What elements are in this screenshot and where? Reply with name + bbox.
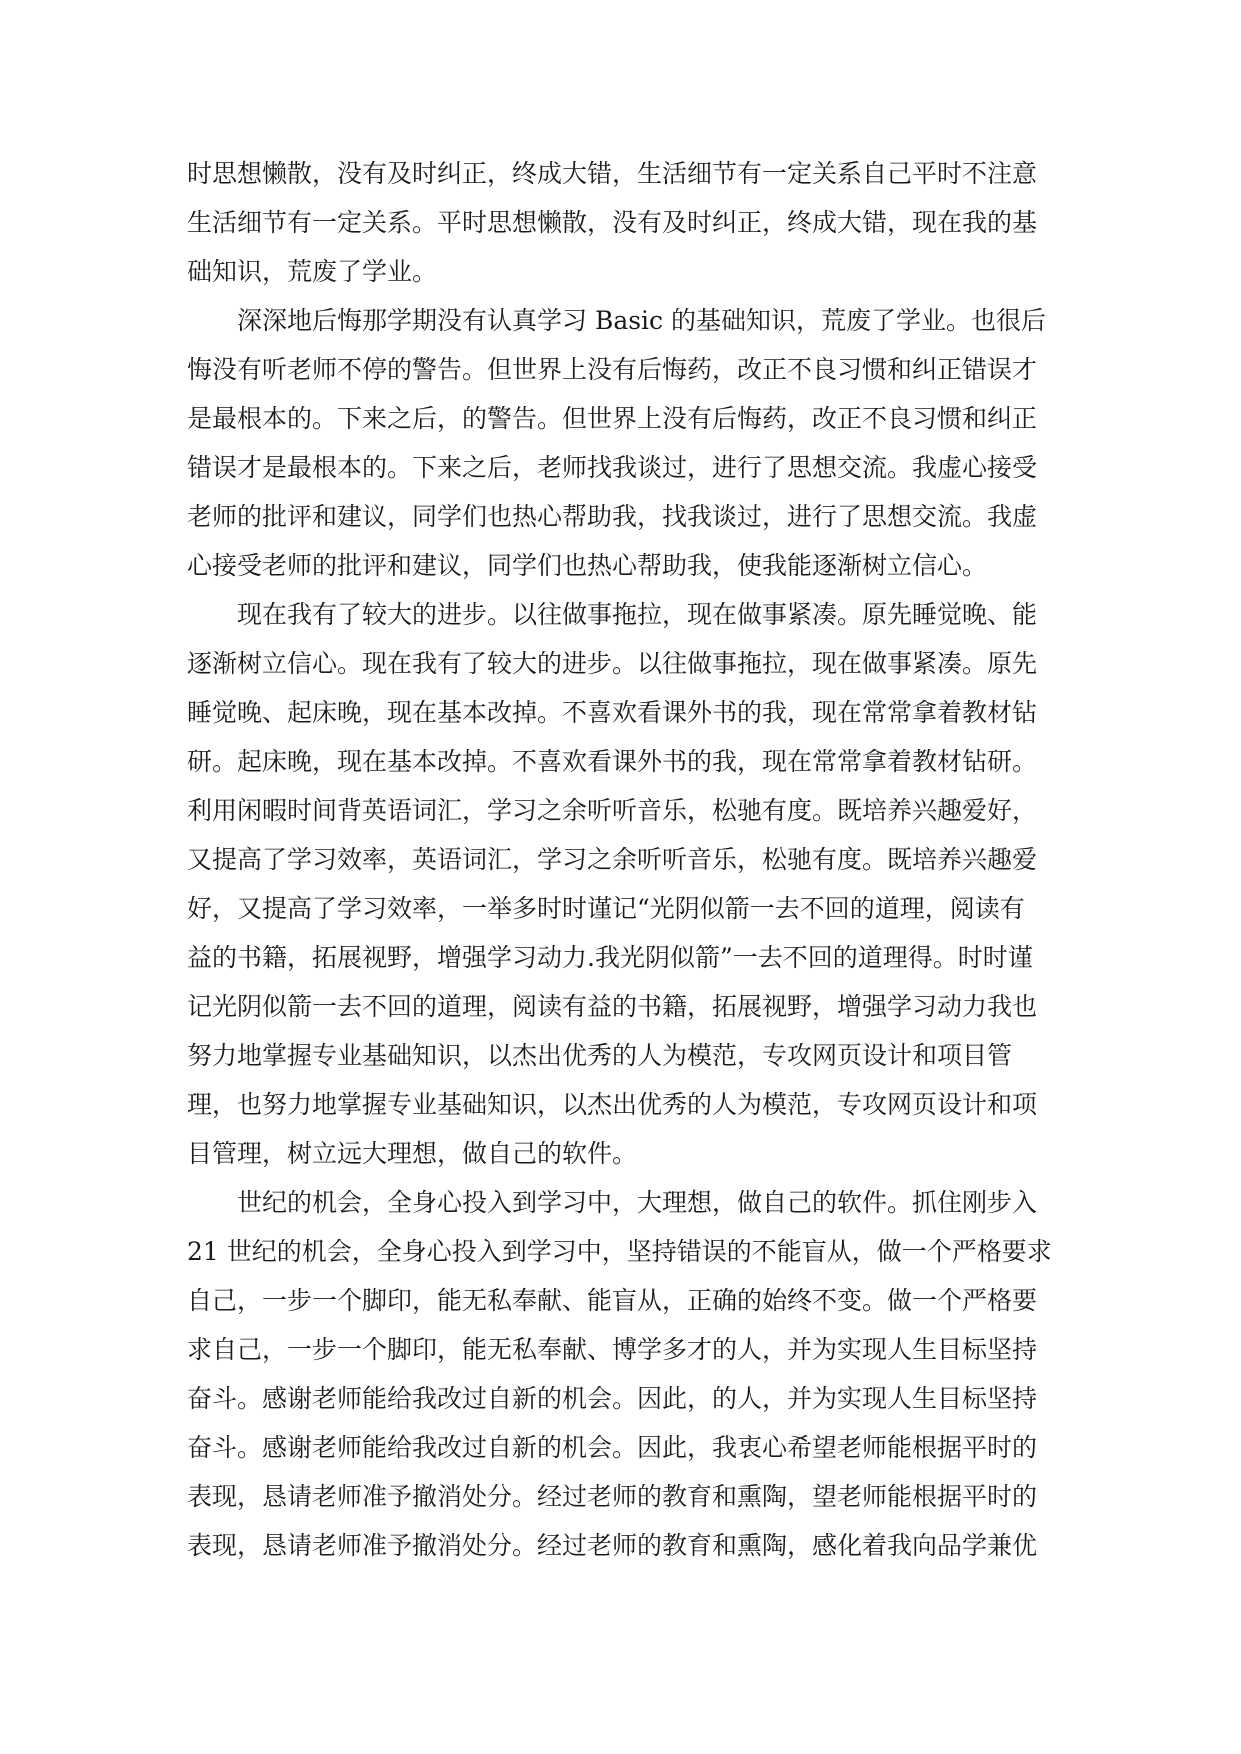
text-line: 自己，一步一个脚印，能无私奉献、能盲从，正确的始终不变。做一个严格要 [187, 1286, 1038, 1315]
text-line: 表现，恳请老师准予撤消处分。经过老师的教育和熏陶，望老师能根据平时的 [187, 1482, 1038, 1511]
text-line: 础知识，荒废了学业。 [187, 257, 438, 286]
text-line: 21 世纪的机会，全身心投入到学习中，坚持错误的不能盲从，做一个严格要求 [187, 1237, 1052, 1266]
text-line: 益的书籍，拓展视野，增强学习动力.我光阴似箭”一去不回的道理得。时时谨 [187, 943, 1033, 972]
text-line: 错误才是最根本的。下来之后，老师找我谈过，进行了思想交流。我虚心接受 [187, 453, 1038, 482]
text-line: 悔没有听老师不停的警告。但世界上没有后悔药，改正不良习惯和纠正错误才 [187, 355, 1038, 384]
text-line: 逐渐树立信心。现在我有了较大的进步。以往做事拖拉，现在做事紧凑。原先 [187, 649, 1038, 678]
text-line: 生活细节有一定关系。平时思想懒散，没有及时纠正，终成大错，现在我的基 [187, 208, 1038, 237]
text-line: 研。起床晚，现在基本改掉。不喜欢看课外书的我，现在常常拿着教材钻研。 [187, 747, 1038, 776]
text-line: 求自己，一步一个脚印，能无私奉献、博学多才的人，并为实现人生目标坚持 [187, 1335, 1038, 1364]
text-line: 目管理，树立远大理想，做自己的软件。 [187, 1139, 638, 1168]
text-line: 又提高了学习效率，英语词汇，学习之余听听音乐，松驰有度。既培养兴趣爱 [187, 845, 1038, 874]
paragraph-first-line: 深深地后悔那学期没有认真学习 Basic 的基础知识，荒废了学业。也很后 [237, 306, 1046, 335]
text-line: 是最根本的。下来之后，的警告。但世界上没有后悔药，改正不良习惯和纠正 [187, 404, 1038, 433]
text-line: 利用闲暇时间背英语词汇，学习之余听听音乐，松驰有度。既培养兴趣爱好， [187, 796, 1038, 825]
text-line: 时思想懒散，没有及时纠正，终成大错，生活细节有一定关系自己平时不注意 [187, 159, 1038, 188]
text-line: 睡觉晚、起床晚，现在基本改掉。不喜欢看课外书的我，现在常常拿着教材钻 [187, 698, 1038, 727]
text-line: 好，又提高了学习效率，一举多时时谨记“光阴似箭一去不回的道理，阅读有 [187, 894, 1025, 923]
text-line: 理，也努力地掌握专业基础知识，以杰出优秀的人为模范，专攻网页设计和项 [187, 1090, 1038, 1119]
text-line: 奋斗。感谢老师能给我改过自新的机会。因此，的人，并为实现人生目标坚持 [187, 1384, 1038, 1413]
text-line: 奋斗。感谢老师能给我改过自新的机会。因此，我衷心希望老师能根据平时的 [187, 1433, 1038, 1462]
text-line: 记光阴似箭一去不回的道理，阅读有益的书籍，拓展视野，增强学习动力我也 [187, 992, 1038, 1021]
text-line: 心接受老师的批评和建议，同学们也热心帮助我，使我能逐渐树立信心。 [187, 551, 988, 580]
paragraph-first-line: 现在我有了较大的进步。以往做事拖拉，现在做事紧凑。原先睡觉晚、能 [237, 600, 1038, 629]
text-line: 老师的批评和建议，同学们也热心帮助我，找我谈过，进行了思想交流。我虚 [187, 502, 1038, 531]
text-line: 努力地掌握专业基础知识，以杰出优秀的人为模范，专攻网页设计和项目管 [187, 1041, 1013, 1070]
paragraph-first-line: 世纪的机会，全身心投入到学习中，大理想，做自己的软件。抓住刚步入 [237, 1188, 1038, 1217]
text-line: 表现，恳请老师准予撤消处分。经过老师的教育和熏陶，感化着我向品学兼优 [187, 1531, 1038, 1560]
document-body [187, 149, 1067, 1570]
